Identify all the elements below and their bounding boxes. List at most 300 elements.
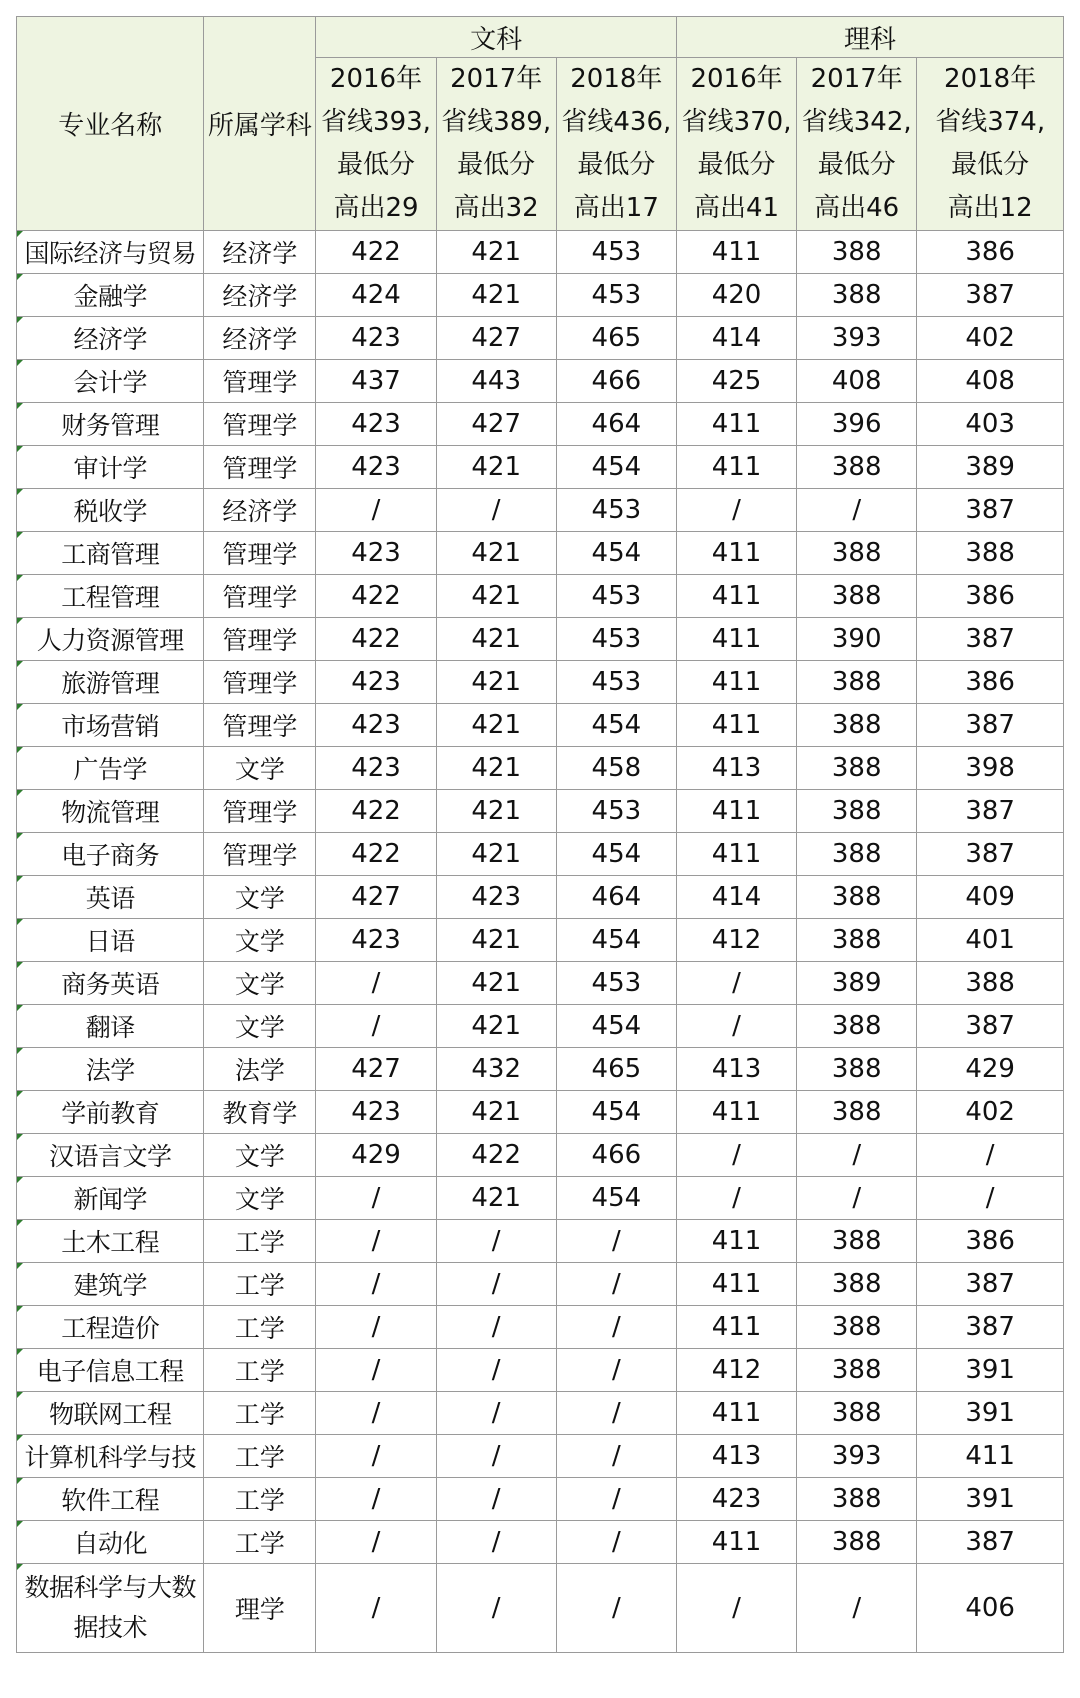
score-cell: 453	[556, 274, 676, 317]
score-cell: 388	[797, 876, 917, 919]
major-name-cell: 建筑学	[17, 1263, 204, 1306]
score-cell: 412	[676, 1349, 796, 1392]
score-cell: /	[556, 1220, 676, 1263]
score-cell: 393	[797, 1435, 917, 1478]
major-name-cell: 商务英语	[17, 962, 204, 1005]
major-name-cell: 新闻学	[17, 1177, 204, 1220]
score-cell: 411	[676, 1091, 796, 1134]
table-row	[17, 317, 1064, 360]
score-cell: /	[797, 1177, 917, 1220]
score-cell: 465	[556, 1048, 676, 1091]
score-cell: 421	[436, 833, 556, 876]
score-cell: 420	[676, 274, 796, 317]
score-cell: 388	[797, 790, 917, 833]
score-cell: 421	[436, 231, 556, 274]
subject-cell: 工学	[204, 1521, 316, 1564]
score-cell: 388	[797, 274, 917, 317]
table-row	[17, 1392, 1064, 1435]
score-cell: 454	[556, 833, 676, 876]
score-cell: 423	[436, 876, 556, 919]
score-cell: 421	[436, 446, 556, 489]
score-cell: 411	[917, 1435, 1064, 1478]
subject-cell: 文学	[204, 1134, 316, 1177]
header-line: 2016年	[690, 64, 783, 94]
score-cell: 411	[676, 1392, 796, 1435]
major-name-cell: 物流管理	[17, 790, 204, 833]
score-cell: 411	[676, 403, 796, 446]
score-cell: 388	[797, 575, 917, 618]
score-cell: /	[316, 1263, 436, 1306]
score-cell: 411	[676, 1263, 796, 1306]
major-name-cell: 财务管理	[17, 403, 204, 446]
score-cell: 453	[556, 231, 676, 274]
score-cell: 396	[797, 403, 917, 446]
score-cell: 411	[676, 618, 796, 661]
score-cell: 413	[676, 1435, 796, 1478]
score-cell: 389	[917, 446, 1064, 489]
score-cell: /	[917, 1134, 1064, 1177]
major-name-cell: 日语	[17, 919, 204, 962]
score-cell: 391	[917, 1349, 1064, 1392]
score-cell: 388	[797, 1392, 917, 1435]
score-cell: 454	[556, 919, 676, 962]
subject-cell: 经济学	[204, 231, 316, 274]
table-row	[17, 1220, 1064, 1263]
score-cell: 411	[676, 1306, 796, 1349]
score-cell: 422	[316, 790, 436, 833]
score-cell: 386	[917, 575, 1064, 618]
subject-cell: 管理学	[204, 704, 316, 747]
subject-cell: 管理学	[204, 833, 316, 876]
score-cell: 429	[917, 1048, 1064, 1091]
score-cell: 458	[556, 747, 676, 790]
major-name-header: 专业名称	[17, 17, 204, 231]
score-cell: /	[316, 1564, 436, 1653]
table-row	[17, 704, 1064, 747]
table-row	[17, 1134, 1064, 1177]
table-row	[17, 1048, 1064, 1091]
table-row	[17, 274, 1064, 317]
major-name-cell: 工程造价	[17, 1306, 204, 1349]
score-cell: /	[316, 1435, 436, 1478]
score-cell: 421	[436, 575, 556, 618]
score-cell: /	[436, 1435, 556, 1478]
table-row	[17, 1521, 1064, 1564]
score-cell: 411	[676, 661, 796, 704]
score-cell: 413	[676, 747, 796, 790]
table-row	[17, 661, 1064, 704]
score-cell: 387	[917, 704, 1064, 747]
major-name-cell: 数据科学与大数据技术	[17, 1564, 204, 1653]
score-cell: 443	[436, 360, 556, 403]
score-cell: 466	[556, 1134, 676, 1177]
score-cell: 454	[556, 1177, 676, 1220]
score-cell: 386	[917, 1220, 1064, 1263]
major-name-cell: 审计学	[17, 446, 204, 489]
subject-cell: 管理学	[204, 532, 316, 575]
score-cell: 423	[316, 919, 436, 962]
subject-cell: 理学	[204, 1564, 316, 1653]
score-cell: /	[316, 962, 436, 1005]
subject-cell: 文学	[204, 747, 316, 790]
score-cell: /	[556, 1306, 676, 1349]
score-cell: 388	[797, 1091, 917, 1134]
score-cell: 454	[556, 704, 676, 747]
score-cell: /	[436, 1521, 556, 1564]
score-cell: 412	[676, 919, 796, 962]
score-cell: /	[556, 1392, 676, 1435]
score-cell: 453	[556, 661, 676, 704]
score-cell: 388	[797, 1349, 917, 1392]
major-name-cell: 电子信息工程	[17, 1349, 204, 1392]
score-cell: /	[316, 1521, 436, 1564]
score-cell: 423	[316, 747, 436, 790]
header-line: 省线436,	[561, 107, 672, 137]
score-cell: /	[316, 1005, 436, 1048]
header-line: 省线370,	[681, 107, 792, 137]
score-cell: 422	[316, 231, 436, 274]
header-line: 高出12	[947, 193, 1033, 223]
score-cell: 411	[676, 575, 796, 618]
subject-cell: 经济学	[204, 489, 316, 532]
score-cell: 454	[556, 532, 676, 575]
score-cell: 414	[676, 317, 796, 360]
score-cell: 453	[556, 962, 676, 1005]
table-row	[17, 1263, 1064, 1306]
score-cell: /	[676, 1134, 796, 1177]
major-name-cell: 金融学	[17, 274, 204, 317]
major-name-cell: 电子商务	[17, 833, 204, 876]
score-cell: 388	[917, 532, 1064, 575]
header-line: 最低分	[951, 150, 1030, 180]
score-cell: 387	[917, 618, 1064, 661]
score-cell: /	[556, 1521, 676, 1564]
score-cell: 421	[436, 1177, 556, 1220]
subject-cell: 管理学	[204, 403, 316, 446]
score-cell: /	[676, 489, 796, 532]
score-cell: 388	[797, 532, 917, 575]
subject-cell: 法学	[204, 1048, 316, 1091]
header-line: 最低分	[337, 150, 416, 180]
score-cell: 453	[556, 575, 676, 618]
header-line: 高出29	[333, 193, 419, 223]
subject-cell: 工学	[204, 1392, 316, 1435]
score-cell: 411	[676, 1521, 796, 1564]
major-name-cell: 广告学	[17, 747, 204, 790]
subject-cell: 经济学	[204, 274, 316, 317]
year-column-header	[917, 58, 1064, 231]
score-cell: /	[436, 1263, 556, 1306]
score-cell: 402	[917, 317, 1064, 360]
header-line: 最低分	[457, 150, 536, 180]
score-cell: 390	[797, 618, 917, 661]
score-cell: 464	[556, 876, 676, 919]
major-name-cell: 人力资源管理	[17, 618, 204, 661]
score-cell: 411	[676, 1220, 796, 1263]
score-cell: /	[436, 1220, 556, 1263]
subject-cell: 管理学	[204, 575, 316, 618]
major-name-cell: 汉语言文学	[17, 1134, 204, 1177]
header-line: 高出46	[814, 193, 900, 223]
table-row	[17, 1564, 1064, 1653]
score-cell: /	[676, 1564, 796, 1653]
table-row	[17, 1478, 1064, 1521]
score-cell: /	[316, 489, 436, 532]
year-column-header	[676, 58, 796, 231]
subject-cell: 工学	[204, 1220, 316, 1263]
score-cell: 388	[797, 1263, 917, 1306]
score-cell: /	[316, 1392, 436, 1435]
score-cell: 453	[556, 618, 676, 661]
major-name-cell: 软件工程	[17, 1478, 204, 1521]
header-line: 高出41	[693, 193, 780, 223]
score-cell: 414	[676, 876, 796, 919]
header-line: 2018年	[944, 64, 1037, 94]
score-cell: /	[917, 1177, 1064, 1220]
score-cell: 453	[556, 489, 676, 532]
header-line: 2017年	[810, 64, 903, 94]
subject-cell: 工学	[204, 1263, 316, 1306]
score-cell: 411	[676, 532, 796, 575]
score-cell: 429	[316, 1134, 436, 1177]
score-cell: 402	[917, 1091, 1064, 1134]
major-name-cell: 英语	[17, 876, 204, 919]
table-row	[17, 962, 1064, 1005]
header-line: 最低分	[577, 150, 656, 180]
score-cell: /	[556, 1263, 676, 1306]
score-cell: 386	[917, 661, 1064, 704]
score-cell: 411	[676, 704, 796, 747]
score-cell: 387	[917, 489, 1064, 532]
table-row	[17, 1349, 1064, 1392]
table-row	[17, 747, 1064, 790]
major-name-cell: 经济学	[17, 317, 204, 360]
score-cell: /	[436, 489, 556, 532]
score-cell: 427	[436, 317, 556, 360]
score-cell: 421	[436, 661, 556, 704]
major-name-cell: 翻译	[17, 1005, 204, 1048]
major-name-cell: 工商管理	[17, 532, 204, 575]
score-cell: 387	[917, 833, 1064, 876]
score-cell: /	[316, 1220, 436, 1263]
table-row	[17, 1005, 1064, 1048]
score-cell: 411	[676, 231, 796, 274]
score-cell: 388	[797, 661, 917, 704]
score-cell: 403	[917, 403, 1064, 446]
score-cell: 388	[797, 747, 917, 790]
score-cell: 389	[797, 962, 917, 1005]
subject-cell: 经济学	[204, 317, 316, 360]
subject-header: 所属学科	[204, 17, 316, 231]
score-cell: 411	[676, 833, 796, 876]
subject-cell: 工学	[204, 1435, 316, 1478]
score-cell: 421	[436, 1005, 556, 1048]
score-cell: 422	[436, 1134, 556, 1177]
score-cell: 406	[917, 1564, 1064, 1653]
major-name-cell: 市场营销	[17, 704, 204, 747]
score-cell: /	[316, 1306, 436, 1349]
liberal-arts-header: 文科	[316, 17, 677, 58]
admission-score-table	[16, 16, 1064, 1653]
score-cell: 422	[316, 575, 436, 618]
score-cell: 421	[436, 532, 556, 575]
table-row	[17, 231, 1064, 274]
science-header: 理科	[676, 17, 1063, 58]
table-header	[17, 17, 1064, 231]
score-cell: 421	[436, 790, 556, 833]
score-cell: 408	[917, 360, 1064, 403]
score-cell: 427	[436, 403, 556, 446]
major-name-cell: 物联网工程	[17, 1392, 204, 1435]
major-name-cell: 国际经济与贸易	[17, 231, 204, 274]
table-row	[17, 1306, 1064, 1349]
table-row	[17, 360, 1064, 403]
score-cell: 387	[917, 1263, 1064, 1306]
score-cell: 411	[676, 790, 796, 833]
score-cell: 388	[797, 231, 917, 274]
subject-cell: 管理学	[204, 661, 316, 704]
score-cell: 388	[797, 1005, 917, 1048]
score-cell: 423	[316, 1091, 436, 1134]
major-name-cell: 土木工程	[17, 1220, 204, 1263]
score-cell: 388	[797, 919, 917, 962]
score-cell: /	[676, 962, 796, 1005]
table-row	[17, 1435, 1064, 1478]
header-line: 高出32	[453, 193, 539, 223]
score-cell: /	[556, 1349, 676, 1392]
subject-cell: 工学	[204, 1349, 316, 1392]
score-cell: 421	[436, 919, 556, 962]
score-cell: /	[436, 1564, 556, 1653]
subject-cell: 管理学	[204, 446, 316, 489]
score-cell: /	[676, 1005, 796, 1048]
score-cell: 387	[917, 1306, 1064, 1349]
table-row	[17, 575, 1064, 618]
table-row	[17, 1177, 1064, 1220]
subject-cell: 文学	[204, 962, 316, 1005]
score-cell: /	[556, 1564, 676, 1653]
subject-cell: 工学	[204, 1478, 316, 1521]
score-cell: 425	[676, 360, 796, 403]
score-cell: 423	[316, 661, 436, 704]
score-cell: /	[436, 1306, 556, 1349]
score-cell: 421	[436, 704, 556, 747]
score-cell: /	[436, 1392, 556, 1435]
score-cell: 388	[797, 1478, 917, 1521]
year-column-header	[556, 58, 676, 231]
score-cell: 409	[917, 876, 1064, 919]
score-cell: 423	[316, 317, 436, 360]
score-cell: 408	[797, 360, 917, 403]
table-row	[17, 790, 1064, 833]
header-line: 省线389,	[441, 107, 552, 137]
score-cell: 422	[316, 833, 436, 876]
year-column-header	[797, 58, 917, 231]
score-cell: 386	[917, 231, 1064, 274]
score-cell: 388	[797, 446, 917, 489]
score-cell: 423	[316, 704, 436, 747]
score-cell: 427	[316, 876, 436, 919]
major-name-cell: 自动化	[17, 1521, 204, 1564]
score-cell: /	[556, 1435, 676, 1478]
score-cell: 427	[316, 1048, 436, 1091]
subject-cell: 管理学	[204, 360, 316, 403]
major-name-cell: 税收学	[17, 489, 204, 532]
score-cell: /	[436, 1478, 556, 1521]
score-cell: 398	[917, 747, 1064, 790]
score-cell: 421	[436, 618, 556, 661]
header-line: 省线374,	[935, 107, 1046, 137]
header-line: 省线393,	[321, 107, 431, 137]
score-cell: 388	[797, 1521, 917, 1564]
header-line: 2018年	[570, 64, 663, 94]
subject-cell: 文学	[204, 919, 316, 962]
score-cell: 423	[316, 446, 436, 489]
score-cell: 393	[797, 317, 917, 360]
score-cell: 423	[316, 403, 436, 446]
header-line: 最低分	[817, 150, 896, 180]
header-line: 省线342,	[801, 107, 912, 137]
score-cell: 423	[676, 1478, 796, 1521]
year-column-header	[316, 58, 436, 231]
score-cell: 466	[556, 360, 676, 403]
score-cell: /	[316, 1177, 436, 1220]
score-cell: /	[316, 1478, 436, 1521]
subject-cell: 管理学	[204, 790, 316, 833]
year-column-header	[436, 58, 556, 231]
score-cell: 464	[556, 403, 676, 446]
table-row	[17, 1091, 1064, 1134]
score-cell: 401	[917, 919, 1064, 962]
subject-cell: 文学	[204, 876, 316, 919]
score-cell: 421	[436, 1091, 556, 1134]
subject-cell: 文学	[204, 1177, 316, 1220]
score-cell: 454	[556, 1005, 676, 1048]
subject-cell: 文学	[204, 1005, 316, 1048]
header-line: 2016年	[329, 64, 423, 94]
score-cell: 391	[917, 1392, 1064, 1435]
score-cell: 421	[436, 274, 556, 317]
score-cell: 391	[917, 1478, 1064, 1521]
score-cell: /	[797, 1134, 917, 1177]
score-cell: 453	[556, 790, 676, 833]
score-cell: 421	[436, 747, 556, 790]
score-cell: 387	[917, 274, 1064, 317]
score-cell: 388	[797, 1220, 917, 1263]
score-cell: 387	[917, 1521, 1064, 1564]
major-name-cell: 工程管理	[17, 575, 204, 618]
score-cell: 432	[436, 1048, 556, 1091]
header-line: 高出17	[573, 193, 659, 223]
score-cell: 388	[797, 1306, 917, 1349]
score-cell: /	[316, 1349, 436, 1392]
score-cell: 423	[316, 532, 436, 575]
score-cell: 387	[917, 1005, 1064, 1048]
table-row	[17, 403, 1064, 446]
score-cell: 388	[917, 962, 1064, 1005]
score-cell: 411	[676, 446, 796, 489]
score-cell: 388	[797, 833, 917, 876]
table-row	[17, 532, 1064, 575]
score-cell: 454	[556, 446, 676, 489]
score-cell: 388	[797, 704, 917, 747]
score-cell: /	[436, 1349, 556, 1392]
score-cell: /	[556, 1478, 676, 1521]
subject-cell: 教育学	[204, 1091, 316, 1134]
score-cell: /	[797, 1564, 917, 1653]
subject-cell: 管理学	[204, 618, 316, 661]
header-line: 最低分	[697, 150, 776, 180]
